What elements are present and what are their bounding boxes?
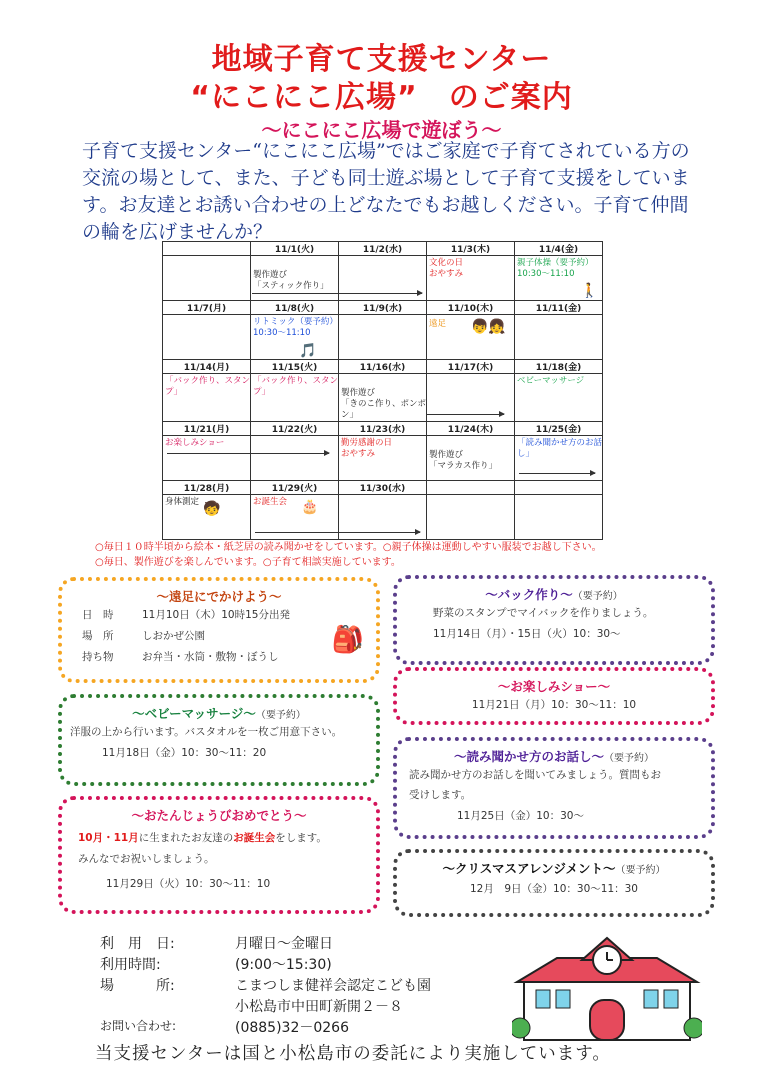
excursion-kids-icon: 👦👧 <box>471 319 506 335</box>
music-icon: 🎵 <box>299 343 317 359</box>
cal-event: 身体測定 <box>165 497 200 507</box>
birthday-party: お誕生会 <box>233 832 276 844</box>
cal-date: 11/18(金) <box>515 360 603 374</box>
info-row <box>100 996 431 1017</box>
info-value: (9:00～15:30) <box>235 957 332 973</box>
baby-date: 11月18日（金）10：30～11：20 <box>102 747 267 759</box>
info-row <box>100 933 431 954</box>
reservation-note: （要予約） <box>572 591 623 602</box>
story-line: 受けします。 <box>409 789 472 801</box>
detail-value: 11月10日（木）10時15分出発 <box>142 609 290 621</box>
cal-event: 文化の日 おやすみ <box>429 258 464 279</box>
school-building-illustration <box>512 930 702 1042</box>
cal-date: 11/4(金) <box>515 242 603 256</box>
footer-note: 当支援センターは国と小松島市の委託により実施しています。 <box>95 1044 611 1064</box>
cal-date: 11/3(木) <box>427 242 515 256</box>
note-line: ○毎日、製作遊びを楽しんでいます。○子育て相談実施しています。 <box>95 557 401 568</box>
facility-info <box>100 933 431 1038</box>
cal-date: 11/9(水) <box>339 301 427 315</box>
bag-date: 11月14日（月）・15日（火）10：30～ <box>433 628 621 640</box>
baby-title: ～ベビーマッサージ～ <box>132 706 256 721</box>
show-date: 11月21日（月）10：30～11：10 <box>471 699 637 711</box>
birthday-line: みんなでお祝いしましょう。 <box>78 853 215 865</box>
cal-cell <box>427 315 515 360</box>
info-value: 月曜日～金曜日 <box>235 936 333 952</box>
cal-event: ベビーマッサージ <box>517 376 585 386</box>
detail-label: 持ち物 <box>82 651 114 663</box>
cal-date <box>515 481 603 495</box>
cal-date: 11/11(金) <box>515 301 603 315</box>
info-row <box>100 975 431 996</box>
birthday-date: 11月29日（火）10：30～11：10 <box>106 878 271 890</box>
bag-box <box>393 575 715 665</box>
info-label <box>100 996 235 1017</box>
excursion-title: ～遠足にでかけよう～ <box>156 589 282 604</box>
notes <box>95 540 695 570</box>
baby-massage-box <box>58 694 380 786</box>
page-title-line2: “にこにこ広場” のご案内 <box>190 80 573 115</box>
excursion-kids-icon: 🎒 <box>331 625 364 655</box>
page-title: 地域子育て支援センター <box>211 42 552 77</box>
cal-date: 11/23(水) <box>339 422 427 436</box>
info-label: 利用時間: <box>100 957 161 973</box>
cal-date: 11/30(水) <box>339 481 427 495</box>
excursion-details <box>62 605 376 668</box>
cal-date: 11/8(火) <box>251 301 339 315</box>
info-value: 小松島市中田町新開２－８ <box>235 999 403 1015</box>
cal-cell <box>339 256 427 301</box>
detail-label: 場 所 <box>82 630 114 642</box>
christmas-title: ～クリスマスアレンジメント～ <box>442 861 616 876</box>
cal-cell <box>515 256 603 301</box>
cal-cell <box>339 436 427 481</box>
cal-cell <box>339 495 427 540</box>
cal-date: 11/24(木) <box>427 422 515 436</box>
cal-cell <box>427 256 515 301</box>
cal-cell <box>163 374 251 422</box>
cal-event: 「読み聞かせ方のお話し」 <box>517 438 603 459</box>
info-label: 場 所: <box>100 978 175 994</box>
cal-event: 遠足 <box>429 319 447 329</box>
christmas-box <box>393 849 715 917</box>
detail-value: お弁当・水筒・敷物・ぼうし <box>142 651 279 663</box>
measuring-kids-icon: 🧒 <box>203 501 221 517</box>
cal-cell <box>427 436 515 481</box>
cal-event: 親子体操（要予約） 10:30～11:10 <box>517 258 594 279</box>
birthday-text: に生まれたお友達の <box>138 832 234 844</box>
cal-event: 「バック作り、スタンプ」 <box>165 376 251 397</box>
cal-date: 11/17(木) <box>427 360 515 374</box>
cal-date: 11/28(月) <box>163 481 251 495</box>
cal-date: 11/2(水) <box>339 242 427 256</box>
cal-event: 製作遊び 「マラカス作り」 <box>429 450 498 471</box>
cal-date: 11/14(月) <box>163 360 251 374</box>
detail-label: 日 時 <box>82 609 114 621</box>
birthday-months: 10月・11月 <box>78 832 139 844</box>
cal-date: 11/29(火) <box>251 481 339 495</box>
calendar-table <box>162 241 603 540</box>
cal-cell <box>251 495 339 540</box>
excursion-box <box>58 577 380 683</box>
cal-cell <box>251 374 339 422</box>
show-title: ～お楽しみショー～ <box>497 679 611 694</box>
cal-event: 製作遊び 「スティック作り」 <box>253 270 329 291</box>
show-box <box>393 667 715 725</box>
cal-event: リトミック（要予約） 10:30～11:10 <box>253 317 338 338</box>
cal-date <box>163 242 251 256</box>
cal-cell <box>427 495 515 540</box>
baby-line: 洋服の上から行います。バスタオルを一枚ご用意下さい。 <box>70 726 343 738</box>
arrow-icon <box>519 473 595 474</box>
arrow-icon <box>252 293 422 294</box>
reservation-note: （要予約） <box>604 753 654 764</box>
cal-date: 11/1(火) <box>251 242 339 256</box>
cal-date <box>427 481 515 495</box>
story-box <box>393 737 715 839</box>
birthday-title: ～おたんじょうびおめでとう～ <box>131 808 307 823</box>
cal-cell <box>515 436 603 481</box>
story-date: 11月25日（金）10：30～ <box>457 810 584 822</box>
cal-event: 製作遊び 「きのこ作り、ポンポン」 <box>341 388 427 420</box>
cal-cell <box>251 315 339 360</box>
info-row <box>100 954 431 975</box>
cal-cell <box>339 315 427 360</box>
cal-cell <box>163 256 251 301</box>
story-line: 読み聞かせ方のお話しを聞いてみましょう。質問もお <box>409 769 661 781</box>
bag-title: ～バック作り～ <box>485 587 573 602</box>
story-title: ～読み聞かせ方のお話し～ <box>453 749 604 764</box>
cal-date: 11/21(月) <box>163 422 251 436</box>
info-label: お問い合わせ: <box>100 1019 177 1033</box>
info-value: (0885)32－0266 <box>235 1020 349 1036</box>
cal-event: 「バック作り、スタンプ」 <box>253 376 339 397</box>
cal-date: 11/7(月) <box>163 301 251 315</box>
detail-value: しおかぜ公園 <box>142 630 205 642</box>
cal-cell <box>339 374 427 422</box>
christmas-date: 12月 9日（金）10：30～11：30 <box>470 883 638 895</box>
cal-date: 11/22(火) <box>251 422 339 436</box>
cal-date: 11/16(水) <box>339 360 427 374</box>
cal-date: 11/10(木) <box>427 301 515 315</box>
cal-cell <box>515 495 603 540</box>
cal-cell <box>163 315 251 360</box>
info-row <box>100 1017 431 1038</box>
note-line: ○毎日１０時半頃から絵本・紙芝居の読み聞かせをしています。○親子体操は運動しやすい服装でお越し下さい。 <box>95 542 602 553</box>
cal-cell <box>427 374 515 422</box>
reservation-note: （要予約） <box>255 710 306 721</box>
cal-cell <box>515 315 603 360</box>
cal-cell <box>251 436 339 481</box>
cal-cell <box>163 495 251 540</box>
cal-date: 11/15(火) <box>251 360 339 374</box>
cal-date: 11/25(金) <box>515 422 603 436</box>
bag-line: 野菜のスタンプでマイバックを作りましょう。 <box>433 607 654 619</box>
intro-text: 子育て支援センター“にこにこ広場”ではご家庭で子育てされている方の交流の場として、また、子ども同士遊ぶ場として子育て支援をしています。お友達とお誘い合わせの上どなたでもお越しください。子育て仲間の輪を広げませんか？ <box>82 140 690 243</box>
birthday-text: をします。 <box>275 832 327 844</box>
cal-event: お楽しみショー <box>165 438 225 448</box>
cal-event: お誕生会 <box>253 497 288 507</box>
info-value: こまつしま健祥会認定こども園 <box>235 978 431 994</box>
subtitle: ～にこにこ広場で遊ぼう～ <box>261 118 502 142</box>
cal-event: 勤労感謝の日 おやすみ <box>341 438 393 459</box>
info-label: 利 用 日: <box>100 936 175 952</box>
cal-cell <box>515 374 603 422</box>
cal-cell <box>163 436 251 481</box>
kids-illustration-icon: 🚶 <box>580 283 598 299</box>
birthday-line <box>62 828 376 849</box>
reservation-note: （要予約） <box>615 865 666 876</box>
birthday-box <box>58 796 380 914</box>
birthday-cake-icon: 🎂 <box>301 499 319 515</box>
